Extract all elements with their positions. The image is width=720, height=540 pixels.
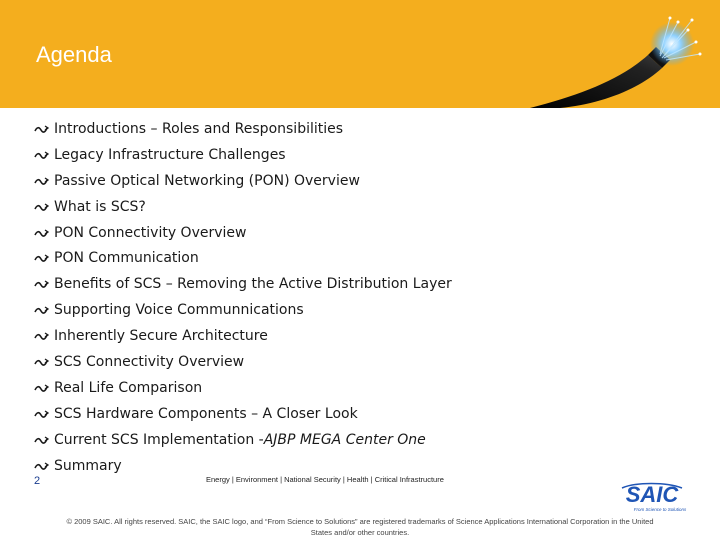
footer-tagline: Energy | Environment | National Security | Health | Critical Infrastructure: [206, 475, 444, 484]
agenda-item: [34, 349, 452, 375]
agenda-item: [34, 297, 452, 323]
wave-bullet-icon: [34, 251, 54, 265]
wave-bullet-icon: [34, 381, 54, 395]
wave-bullet-icon: [34, 200, 54, 214]
logo-tagline: From Science to Solutions: [633, 507, 687, 512]
page-number: 2: [34, 475, 41, 487]
wave-bullet-icon: [34, 226, 54, 240]
agenda-item: [34, 116, 452, 142]
slide-title: Agenda: [36, 42, 112, 67]
agenda-item: [34, 271, 452, 297]
agenda-list: [34, 116, 452, 478]
wave-bullet-icon: [34, 277, 54, 291]
agenda-item-text: SCS Hardware Components – A Closer Look: [54, 405, 358, 422]
agenda-item-text: Inherently Secure Architecture: [54, 328, 268, 345]
agenda-item-text: PON Communication: [54, 250, 199, 267]
wave-bullet-icon: [34, 459, 54, 473]
saic-logo-icon: [616, 480, 688, 514]
agenda-item-text: Benefits of SCS – Removing the Active Distribution Layer: [54, 276, 452, 293]
wave-bullet-icon: [34, 329, 54, 343]
agenda-item-text: Passive Optical Networking (PON) Overview: [54, 172, 360, 189]
wave-bullet-icon: [34, 433, 54, 447]
copyright-line-1: © 2009 SAIC. All rights reserved. SAIC, the SAIC logo, and “From Science to Solutions” are registered trademarks of Science Applications International Corporation in the United: [66, 517, 654, 526]
agenda-item: [34, 194, 452, 220]
agenda-item: [34, 375, 452, 401]
agenda-item-text: Legacy Infrastructure Challenges: [54, 146, 286, 163]
agenda-item-text: What is SCS?: [54, 198, 146, 215]
copyright-notice: [0, 516, 720, 538]
agenda-item: [34, 427, 452, 453]
slide-header: [0, 0, 720, 108]
agenda-item-text: Real Life Comparison: [54, 379, 203, 396]
fiber-optic-cable-icon: [520, 0, 720, 108]
wave-bullet-icon: [34, 148, 54, 162]
agenda-item: [34, 142, 452, 168]
agenda-item: [34, 323, 452, 349]
agenda-item-emphasis: AJBP MEGA Center One: [263, 431, 426, 448]
wave-bullet-icon: [34, 407, 54, 421]
agenda-item: [34, 245, 452, 271]
wave-bullet-icon: [34, 355, 54, 369]
agenda-item-text: Summary: [54, 457, 122, 474]
agenda-item: [34, 220, 452, 246]
wave-bullet-icon: [34, 303, 54, 317]
wave-bullet-icon: [34, 122, 54, 136]
agenda-item-text: SCS Connectivity Overview: [54, 353, 245, 370]
agenda-item-text: PON Connectivity Overview: [54, 224, 247, 241]
agenda-item-text: Current SCS Implementation -: [54, 431, 264, 448]
wave-bullet-icon: [34, 174, 54, 188]
agenda-item-text: Supporting Voice Communnications: [54, 302, 304, 319]
agenda-item: [34, 401, 452, 427]
logo-text: SAIC: [625, 482, 679, 507]
agenda-item-text: Introductions – Roles and Responsibilities: [54, 120, 344, 137]
agenda-item: [34, 168, 452, 194]
copyright-line-2: States and/or other countries.: [310, 528, 410, 537]
